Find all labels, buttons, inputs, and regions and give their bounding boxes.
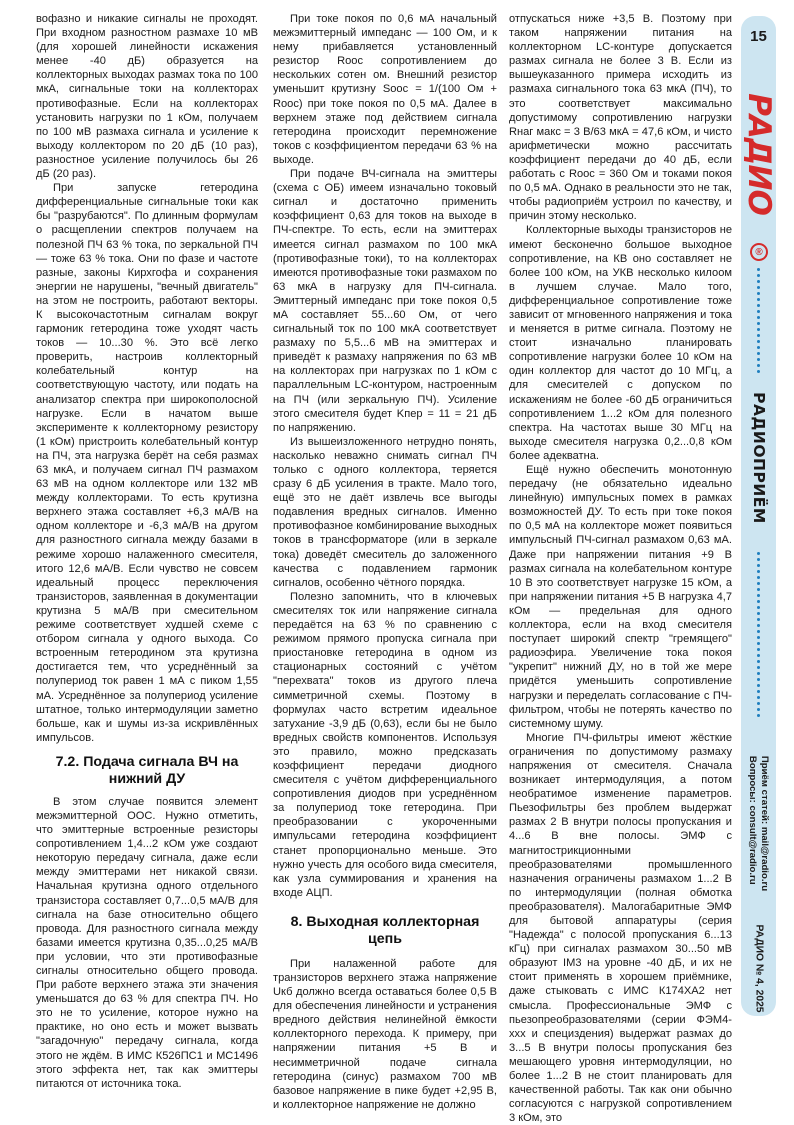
dotted-divider xyxy=(757,552,761,720)
divider-dot xyxy=(757,696,760,699)
text-column-1 xyxy=(36,12,258,1091)
divider-dot xyxy=(757,648,760,651)
divider-dot xyxy=(757,298,760,301)
contacts-block xyxy=(741,733,776,913)
divider-dot xyxy=(757,606,760,609)
divider-dot xyxy=(757,666,760,669)
divider-dot xyxy=(757,328,760,331)
divider-dot xyxy=(757,690,760,693)
divider-dot xyxy=(757,570,760,573)
divider-dot xyxy=(757,594,760,597)
divider-dot xyxy=(757,582,760,585)
issue-label xyxy=(742,920,776,1016)
text-column-3 xyxy=(509,12,732,1125)
divider-dot xyxy=(757,618,760,621)
divider-dot xyxy=(757,552,760,555)
divider-dot xyxy=(757,642,760,645)
paragraph: Из вышеизложенного нетрудно понять, насколько неважно снимать сигнал ПЧ только с одного коллектора, теряется сразу 6 дБ усиления в тракте. Мало того, ещё это не даёт извлечь все выгоды подавления вредных сигналов. Именно противофазное комбинирование выходных токов в трансформаторе (или в зеркале тока) доведёт смеситель до заложенного качества с подавлением гармоник сигналов, особенно чётного порядка. xyxy=(273,435,497,589)
divider-dot xyxy=(757,558,760,561)
divider-dot xyxy=(757,364,760,367)
divider-dot xyxy=(757,660,760,663)
section-heading: 7.2. Подача сигнала ВЧ на нижний ДУ xyxy=(55,753,239,787)
paragraph: Многие ПЧ-фильтры имеют жёсткие ограничения по допустимому размаху напряжения от смесителя. Сначала возникает интермодуляция, а потом необратимое изменение параметров. Пьезофильтры без проблем выдержат размах 2 В внутри полосы пропускания и 4...6 В вне полосы. ЭМФ с магнитострикционными преобразователями промышленного назначения ограничены размахом 1...2 В по интермодуляции (полная обмотка преобразователя). Малогабаритные ЭМФ для бытовой аппаратуры (серия "Надежда" с полосой пропускания 6...13 кГц) при сигналах размахом 30...50 мВ образуют IM3 на уровне -40 дБ, и их не стоит применять в хорошем приёмнике, даже стыковать с ИМС К174ХА2 нет смысла. Профессиональные ЭМФ с пьезопреобразователями (серии ФЭМ4-ххх и специздения) выдержат размах до 3...5 В внутри полосы пропускания без мешающего уровня интермодуляции, но более 1...2 В не стоит планировать для качественной работы. Так как они обычно согласуются с нагрузкой сопротивлением 3 кОм, это xyxy=(509,731,732,1125)
divider-dot xyxy=(757,714,760,717)
divider-dot xyxy=(757,304,760,307)
logo-text: РАДИО xyxy=(741,93,777,215)
divider-dot xyxy=(757,340,760,343)
divider-dot xyxy=(757,310,760,313)
divider-dot xyxy=(757,630,760,633)
divider-dot xyxy=(757,678,760,681)
divider-dot xyxy=(757,564,760,567)
paragraph: При налаженной работе для транзисторов верхнего этажа напряжение Uкб должно всегда оставаться более 0,5 В для обеспечения линейности и устранения вредного действия нелинейной ёмкости коллекторного перехода. К примеру, при напряжении питания +5 В и несимметричной подаче сигнала гетеродина (синус) размахом 700 мВ базовое напряжение в пике будет +2,95 В, и коллекторное напряжение не должно xyxy=(273,957,497,1111)
divider-dot xyxy=(757,280,760,283)
contacts-articles: Приём статей: mail@radio.ru xyxy=(759,755,770,891)
divider-dot xyxy=(757,268,760,271)
divider-dot xyxy=(757,702,760,705)
paragraph: При подаче ВЧ-сигнала на эмиттеры (схема с ОБ) имеем изначально токовый сигнал и достаточно применить коэффициент 0,63 для токов на выходе в ПЧ-спектре. То есть, если на эмиттерах имеется сигнал размахом по 100 мкА (противофазные токи), то на коллекторах имеются противофазные токи размахом по 63 мкА в нагрузку для ПЧ-сигнала. Эмиттерный импеданс при токе покоя 0,5 мА составляет 55...60 Ом, от чего сигнальный ток по 100 мкА соответствует размаху по 5,5...6 мВ на эмиттерах и приведёт к размаху напряжения по 63 мВ на коллекторах при нагрузках по 1 кОм с параллельным LC-контуром, настроенным на ПЧ (или зеркальную ПЧ). Усиление этого смесителя будет Kпер = 11 = 21 дБ по напряжению. xyxy=(273,168,497,434)
paragraph: вофазно и никакие сигналы не проходят. При входном разностном размахе 10 мВ (для хорошей линейности искажения менее -40 дБ) образуется на коллекторных выходах размах тока по 100 мкА, сигнальные токи на коллекторах противофазные. Если на коллекторах установить нагрузки по 1 кОм, получаем по 100 мВ размаха сигнала и усиление к выходу коллектором по 20 дБ (10 раз), разностное усиление получилось бы 26 дБ (20 раз). xyxy=(36,13,258,181)
divider-dot xyxy=(757,322,760,325)
divider-dot xyxy=(757,576,760,579)
divider-dot xyxy=(757,346,760,349)
page-number: 15 xyxy=(750,28,767,45)
issue-label-text: РАДИО № 4, 2025 xyxy=(753,923,765,1013)
contacts-text xyxy=(747,755,770,890)
paragraph: отпускаться ниже +3,5 В. Поэтому при таком напряжении питания на коллекторном LC-контуре допускается размах сигнала не более 3 В. Если из вышеуказанного примера исходить из размаха сигнального тока 63 мкА (ПЧ), то это соответствует максимально допустимому сопротивлению нагрузки Rнаг макс = 3 В/63 мкА = 47,6 кОм, и чисто арифметически можно рассчитать коэффициент передачи до 40 дБ, если работать с Rоос = 360 Ом и токами покоя по 0,5 мА. Однако в реальности это не так, чтобы радиоприём устроил по качеству, и причин этому несколько. xyxy=(509,13,732,223)
divider-dot xyxy=(757,316,760,319)
dotted-divider xyxy=(757,268,761,376)
paragraph: Ещё нужно обеспечить монотонную передачу (не обязательно идеально линейную) импульсных помех в рамках возможностей ДУ. То есть при токе покоя по 0,5 мА на коллекторе может появиться импульсный ПЧ-сигнал размахом 0,63 мА. Даже при напряжении питания +9 В размах сигнала на колебательном контуре 10 В это соответствует нагрузке 15 кОм, а при напряжении питания +5 В нагрузка 4,7 кОм — предельная для одного коллектора, если на вход смесителя поступает широкий спектр "гремящего" радиоэфира. Увеличение тока покоя "укрепит" нижний ДУ, но в той же мере придётся уменьшить сопротивление нагрузки и переделать согласование с ПЧ-фильтром, чтобы не потерять качество по системному шуму. xyxy=(509,464,732,730)
divider-dot xyxy=(757,636,760,639)
divider-dot xyxy=(757,684,760,687)
section-label-text: РАДИОПРИЁМ xyxy=(750,392,769,524)
contacts-questions: Вопросы: consult@radio.ru xyxy=(747,755,759,885)
paragraph: При токе покоя по 0,6 мА начальный межэмиттерный импеданс — 100 Ом, и к нему прибавляется установленный резистор Rоос сопротивлением до нескольких сотен ом. Внешний резистор уменьшит крутизну Sоос = 1/(100 Ом + Rоос) при токе покоя по 0,5 мА. Далее в верхнем этаже под действием сигнала гетеродина происходит перемножение токов с коэффициентом передачи 63 % на выходе. xyxy=(273,13,497,166)
divider-dot xyxy=(757,292,760,295)
radio-logo xyxy=(742,68,776,240)
registered-mark-icon: ® xyxy=(750,243,768,261)
paragraph: В этом случае появится элемент межэмиттерной ООС. Нужно отметить, что эмиттерные встроенные резисторы сопротивлением 1,4...2 кОм уже создают некоторую передачу сигнала, даже если между эмиттерами нет никакой связи. Начальная крутизна одного отдельного транзистора составляет 0,7...0,5 мА/В для сигнала на базе относительно общего провода. Для разностного сигнала между базами имеется крутизна 0,35...0,25 мА/В при условии, что эти противофазные сигналы относительно общего провода. При работе верхнего этажа эти значения уменьшатся до 63 % для спектра ПЧ. Но это не то усиление, которое нужно на практике, но оно есть и может вызвать "загадочную" передачу сигнала, когда этого не ждём. В ИМС К526ПС1 и МС1496 этого эффекта нет, так как эмиттеры питаются от источника тока. xyxy=(36,795,258,1090)
divider-dot xyxy=(757,708,760,711)
divider-dot xyxy=(757,286,760,289)
divider-dot xyxy=(757,654,760,657)
divider-dot xyxy=(757,358,760,361)
divider-dot xyxy=(757,274,760,277)
paragraph: Полезно запомнить, что в ключевых смесителях ток или напряжение сигнала передаётся на 63 % по сравнению с режимом прямого пропуска сигнала при приостановке гетеродина в одном из стационарных состояний с учётом "перехвата" токов из другого плеча симметричной схемы. Поэтому в формулах часто встретим идеальное затухание -3,9 дБ (0,63), если бы не было вредных свойств компонентов. Используя это правило, можно предсказать коэффициент передачи диодного смесителя с учётом дифференциального сопротивления диодов при усреднённом за полупериод токе гетеродина. При преобразовании с укороченными импульсами гетеродина коэффициент станет пропорционально меньше. Это нужно учесть для особого вида смесителя, как узла суммирования и хранения на входе АЦП. xyxy=(273,590,497,899)
section-heading: 8. Выходная коллекторная цепь xyxy=(290,913,480,947)
divider-dot xyxy=(757,624,760,627)
divider-dot xyxy=(757,612,760,615)
divider-dot xyxy=(757,334,760,337)
divider-dot xyxy=(757,352,760,355)
divider-dot xyxy=(757,588,760,591)
divider-dot xyxy=(757,672,760,675)
paragraph: Коллекторные выходы транзисторов не имеют бесконечно большое выходное сопротивление, на КВ оно составляет не более 100 кОм, на УКВ несколько килоом в лучшем случае. Мало того, дифференциальное сопротивление тоже зависит от мгновенного напряжения и тока и меняется в ритме сигнала. Поэтому не стоит изначально планировать сопротивление нагрузки более 10 кОм на один коллектор для частот до 10 МГц, а для смесителей с допуском по искажениям не более -60 дБ ограничиться сопротивлением 1...2 кОм для полезного спектра. На частотах выше 30 МГц на выходе смесителя нагрузка 0,2...0,8 кОм более адекватна. xyxy=(509,224,732,462)
text-column-2 xyxy=(273,12,497,1112)
section-label xyxy=(742,372,776,544)
divider-dot xyxy=(757,600,760,603)
paragraph: При запуске гетеродина дифференциальные сигнальные токи как бы "разрубаются". По длинным формулам о расщеплении спектров получаем на полезной ПЧ 63 % тока, по зеркальной ПЧ — тоже 63 % тока. Они по фазе и частоте разные, законы Кирхгофа и сохранения энергии не нарушены, "вечный двигатель" на этом не построить, работают векторы. К высокочастотным сигналам вокруг гармоник гетеродина тоже уходят часть токов — 10...30 %. Это всё легко проверить, настроив коллекторный колебательный контур на соответствующую частоту, или подать на анализатор спектра при широкополосной нагрузке. Если в начатом выше эксперименте к коллекторному резистору (1 кОм) пристроить колебательный контур на ПЧ, эта нагрузка берёт на себя размах 63 мкА, и получаем сигнал ПЧ размахом 63 мВ на одном коллекторе или 132 мВ между коллекторами. То есть крутизна верхнего этажа составляет +6,3 мА/В на одном коллекторе и -6,3 мА/В на другом для разностного сигнала между базами в режиме хорошо налаженного смесителя, итого 12,6 мА/В. Если чувство не совсем идеальный процесс переключения транзисторов, заявленная в документации крутизна 5 мА/В при смесительном режиме соответствует худшей схеме с отбором сигнала у одного выхода. Со встроенным гетеродином эта крутизна достигается тем, что усреднённый за полупериод ток равен 1 мА с пиком 1,55 мА. Усреднённое за полупериод усиление штатное, только интермодуляции заметно больше, как и шумы из-за искривлённых импульсов. xyxy=(36,182,258,744)
